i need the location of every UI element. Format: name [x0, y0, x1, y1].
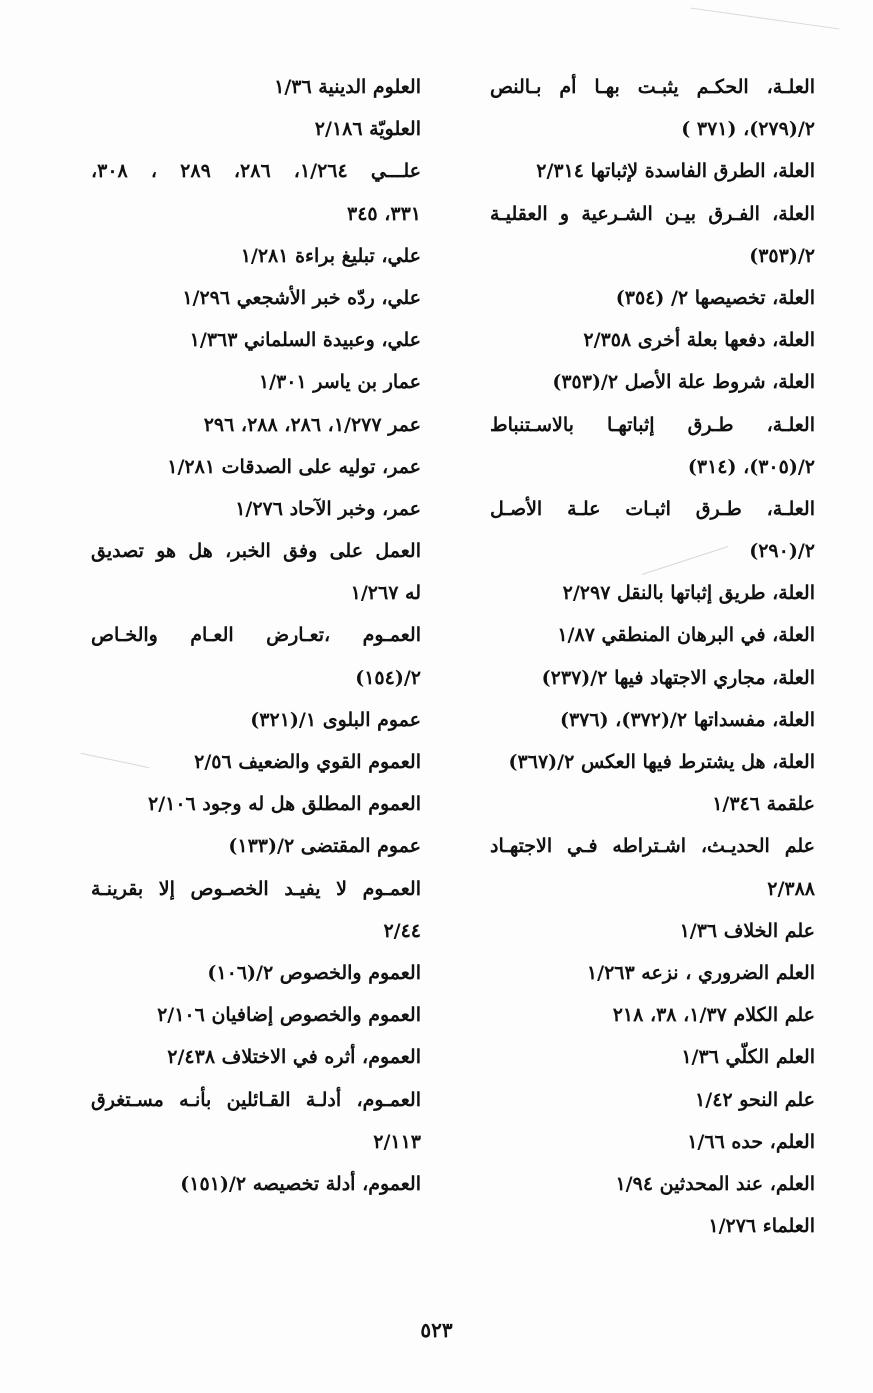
index-column-right: [490, 66, 815, 1247]
index-entry-line: له ١/٢٦٧: [350, 582, 421, 605]
index-entry-line: العلة، دفعها بعلة أخرى ٢/٣٥٨: [583, 329, 815, 352]
index-entry-line: علم النحو ١/٤٢: [695, 1088, 815, 1111]
index-entry-line: العلـة، طـرق اثبـات علـة الأصـل: [490, 497, 815, 520]
index-entry-line: العلم الضروري ، نزعه ١/٢٦٣: [586, 961, 815, 984]
index-entry-line: العلم الكلّي ١/٣٦: [681, 1046, 815, 1069]
index-entry-line: ٢/(٢٩٠): [749, 540, 815, 563]
index-entry-line: العلة، الطرق الفاسدة لإثباتها ٢/٣١٤: [536, 160, 815, 183]
index-entry-line: العمل على وفق الخبر، هل هو تصديق: [91, 540, 421, 563]
index-entry-line: العلة، الفـرق بيـن الشـرعية و العقليـة: [490, 202, 815, 225]
index-entry-line: عمر، وخبر الآحاد ١/٢٧٦: [235, 497, 421, 520]
index-entry-line: عموم المقتضى ٢/(١٣٣): [228, 835, 421, 858]
index-entry-line: العلة، مفسداتها ٢/(٣٧٢)، (٣٧٦): [559, 708, 815, 731]
index-entry-line: ٢/١١٣: [373, 1130, 421, 1153]
index-entry-line: العلـة، طـرق إثباتهـا بالاسـتنباط: [490, 413, 815, 436]
index-entry-line: العمـوم، أدلـة القـائلين بأنـه مسـتغرق: [91, 1088, 421, 1111]
index-entry-line: علـــي ١/٢٦٤، ٢٨٦، ٢٨٩ ، ٣٠٨،: [91, 160, 421, 183]
index-entry-line: العلـة، الحكـم يثبـت بهـا أم بـالنص: [490, 76, 815, 98]
index-entry-line: العموم والخصوص ٢/(١٠٦): [207, 961, 421, 984]
index-entry-line: العمـوم ،تعـارض العـام والخـاص: [91, 624, 421, 647]
index-entry-line: ٢/(٣٠٥)، (٣١٤): [687, 455, 815, 478]
index-entry-line: علم الحديـث، اشـتراطه فـي الاجتهـاد: [490, 835, 815, 858]
index-column-left: [91, 66, 421, 1205]
index-entry-line: عمر، توليه على الصدقات ١/٢٨١: [167, 455, 421, 478]
index-entry-line: العموم المطلق هل له وجود ٢/١٠٦: [148, 793, 421, 816]
index-entry-line: ٢/٣٨٨: [767, 877, 815, 900]
index-entry-line: عمر ١/٢٧٧، ٢٨٦، ٢٨٨، ٢٩٦: [203, 413, 421, 436]
index-entry-line: العلم، عند المحدثين ١/٩٤: [615, 1172, 815, 1195]
index-entry-line: ٢/(١٥٤): [355, 666, 421, 689]
index-entry-line: العموم والخصوص إضافيان ٢/١٠٦: [157, 1004, 421, 1027]
index-entry-line: ٢/(٢٧٩)، (٣٧١ ): [681, 118, 815, 141]
index-entry-line: علقمة ١/٣٤٦: [712, 793, 815, 816]
index-entry-line: العلماء ١/٢٧٦: [708, 1215, 815, 1238]
index-entry-line: العموم، أثره في الاختلاف ٢/٤٣٨: [167, 1046, 421, 1069]
index-entry-line: عمار بن ياسر ١/٣٠١: [258, 371, 421, 394]
index-entry-line: علي، ردّه خبر الأشجعي ١/٢٩٦: [182, 286, 421, 309]
page-number: ٥٢٣: [420, 1318, 453, 1342]
index-entry-line: علم الكلام ١/٣٧، ٣٨، ٢١٨: [612, 1004, 815, 1027]
index-entry-line: العموم القوي والضعيف ٢/٥٦: [194, 751, 421, 773]
index-entry-line: العمـوم لا يفيـد الخصـوص إلا بقرينـة: [91, 877, 421, 900]
index-entry-line: علي، وعبيدة السلماني ١/٣٦٣: [189, 329, 421, 352]
index-entry-line: عموم البلوى ١/(٣٢١): [250, 708, 421, 731]
index-entry-line: العلوم الدينية ١/٣٦: [274, 76, 421, 98]
index-entry-line: العلة، شروط علة الأصل ٢/(٣٥٣): [552, 371, 815, 394]
index-entry-line: العلويّة ٢/١٨٦: [314, 118, 421, 141]
index-entry-line: العموم، أدلة تخصيصه ٢/(١٥١): [180, 1172, 421, 1195]
index-entry-line: ٢/٤٤: [383, 919, 421, 942]
scan-artifact: [691, 8, 840, 30]
index-entry-line: العلة، في البرهان المنطقي ١/٨٧: [557, 624, 815, 647]
index-entry-line: العلة، مجاري الاجتهاد فيها ٢/(٢٣٧): [541, 666, 815, 689]
index-entry-line: العلة، طريق إثباتها بالنقل ٢/٢٩٧: [562, 582, 815, 605]
index-entry-line: العلم، حده ١/٦٦: [687, 1130, 815, 1153]
index-entry-line: ٢/(٣٥٣): [749, 244, 815, 267]
index-entry-line: العلة، تخصيصها ٢/ (٣٥٤): [615, 286, 815, 309]
index-entry-line: علم الخلاف ١/٣٦: [679, 919, 815, 942]
index-entry-line: العلة، هل يشترط فيها العكس ٢/(٣٦٧): [508, 751, 815, 773]
index-entry-line: ٣٣١، ٣٤٥: [347, 202, 421, 225]
index-entry-line: علي، تبليغ براءة ١/٢٨١: [240, 244, 421, 267]
